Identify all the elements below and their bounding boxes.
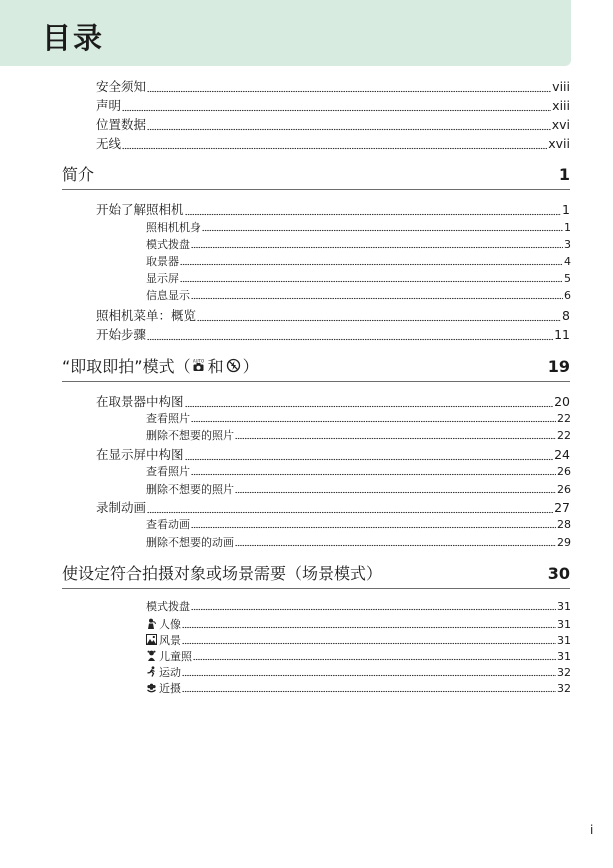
dot-leader xyxy=(185,458,554,461)
toc-label: 照相机机身 xyxy=(146,221,201,234)
toc-page: 1 xyxy=(562,202,570,217)
toc-entry[interactable] xyxy=(96,396,570,409)
toc-label: 删除不想要的照片 xyxy=(146,429,234,442)
dot-leader xyxy=(185,405,554,408)
dot-leader xyxy=(182,674,556,677)
toc-page: 3 xyxy=(564,238,571,251)
toc-entry[interactable] xyxy=(96,100,570,113)
dot-leader xyxy=(182,690,556,693)
section-rule xyxy=(62,189,570,190)
toc-entry[interactable] xyxy=(96,119,570,132)
dot-leader xyxy=(147,128,551,131)
dot-leader xyxy=(191,420,556,423)
toc-entry[interactable] xyxy=(146,537,571,548)
toc-label: 查看照片 xyxy=(146,412,190,425)
toc-page: xvii xyxy=(548,136,570,151)
toc-label: 在取景器中构图 xyxy=(96,394,184,409)
toc-page: xvi xyxy=(551,117,570,132)
toc-entry[interactable] xyxy=(146,256,571,267)
toc-entry[interactable] xyxy=(146,273,571,284)
toc-page: viii xyxy=(552,79,570,94)
toc-entry[interactable] xyxy=(96,329,570,342)
dot-leader xyxy=(182,642,556,645)
toc-label: 照相机菜单：概览 xyxy=(96,308,197,323)
toc-page: 26 xyxy=(557,465,571,478)
toc-page: 31 xyxy=(557,634,571,647)
dot-leader xyxy=(197,319,561,322)
toc-page: 4 xyxy=(564,255,571,268)
section-title-part: “即取即拍”模式（ xyxy=(62,357,191,376)
section-page: 30 xyxy=(547,564,570,583)
toc-entry[interactable] xyxy=(96,502,570,515)
dot-leader xyxy=(202,229,563,232)
toc-entry[interactable] xyxy=(146,413,571,424)
toc-page: 1 xyxy=(564,221,571,234)
toc-page: 29 xyxy=(557,536,571,549)
dot-leader xyxy=(191,297,563,300)
toc-page: 5 xyxy=(564,272,571,285)
toc-label: 查看动画 xyxy=(146,518,190,531)
dot-leader xyxy=(122,147,547,150)
dot-leader xyxy=(185,213,562,216)
toc-entry[interactable] xyxy=(96,449,570,462)
toc-page: 27 xyxy=(554,500,570,515)
page-number: i xyxy=(590,823,594,837)
section-title-part: ） xyxy=(242,357,259,376)
toc-entry[interactable] xyxy=(146,290,571,301)
auto-mode-icon xyxy=(191,358,206,373)
toc-label: 运动 xyxy=(146,666,181,678)
dot-leader xyxy=(122,109,551,112)
toc-entry[interactable] xyxy=(146,484,571,495)
toc-page: 20 xyxy=(554,394,570,409)
portrait-icon xyxy=(146,618,157,629)
section-page: 1 xyxy=(558,165,570,184)
toc-page: 31 xyxy=(557,600,571,613)
toc-entry[interactable] xyxy=(146,682,571,694)
toc-label: 安全须知 xyxy=(96,79,147,94)
dot-leader xyxy=(147,90,551,93)
toc-page: 32 xyxy=(557,666,571,679)
toc-entry[interactable] xyxy=(96,204,570,217)
toc-label: 模式拨盘 xyxy=(146,238,190,251)
toc-page: 28 xyxy=(557,518,571,531)
dot-leader xyxy=(191,608,556,611)
dot-leader xyxy=(180,280,563,283)
section-title-part: 和 xyxy=(207,357,224,376)
toc-entry[interactable] xyxy=(146,466,571,477)
toc-label: 删除不想要的照片 xyxy=(146,483,234,496)
toc-entry[interactable] xyxy=(146,634,571,646)
toc-entry[interactable] xyxy=(96,310,570,323)
svg-text:AUTO: AUTO xyxy=(192,358,204,364)
toc-page: xiii xyxy=(552,98,570,113)
sports-icon xyxy=(146,666,157,677)
dot-leader xyxy=(191,473,556,476)
toc-page: 32 xyxy=(557,682,571,695)
toc-page: 11 xyxy=(554,327,570,342)
toc-label: 显示屏 xyxy=(146,272,179,285)
toc-page: 6 xyxy=(564,289,571,302)
toc-label: 人像 xyxy=(146,618,181,630)
dot-leader xyxy=(235,544,556,547)
section-rule xyxy=(62,381,570,382)
toc-label: 开始了解照相机 xyxy=(96,202,184,217)
toc-page: 24 xyxy=(554,447,570,462)
toc-label: 在显示屏中构图 xyxy=(96,447,184,462)
section-title: 简介 xyxy=(62,165,95,184)
toc-label: 录制动画 xyxy=(96,500,147,515)
toc-label: 删除不想要的动画 xyxy=(146,536,234,549)
section-rule xyxy=(62,588,570,589)
toc-entry[interactable] xyxy=(146,618,571,630)
page-title: 目录 xyxy=(42,21,105,55)
toc-entry[interactable] xyxy=(146,650,571,662)
section-heading[interactable] xyxy=(62,358,570,375)
toc-entry[interactable] xyxy=(146,239,571,250)
toc-label: 取景器 xyxy=(146,255,179,268)
toc-label: 近摄 xyxy=(146,682,181,694)
dot-leader xyxy=(147,511,553,514)
toc-label: 无线 xyxy=(96,136,122,151)
toc-entry[interactable] xyxy=(96,81,570,94)
dot-leader xyxy=(235,491,556,494)
close-up-icon xyxy=(146,682,157,693)
toc-page: 8 xyxy=(562,308,570,323)
section-heading[interactable] xyxy=(62,167,570,183)
toc-label: 位置数据 xyxy=(96,117,147,132)
toc-page: 22 xyxy=(557,412,571,425)
toc-label: 声明 xyxy=(96,98,122,113)
toc-page: 31 xyxy=(557,650,571,663)
child-icon xyxy=(146,650,157,661)
section-page: 19 xyxy=(547,357,570,376)
toc-entry[interactable] xyxy=(146,222,571,233)
section-title xyxy=(62,358,259,375)
dot-leader xyxy=(191,246,563,249)
toc-entry[interactable] xyxy=(146,666,571,678)
toc-page: 22 xyxy=(557,429,571,442)
toc-label: 儿童照 xyxy=(146,650,192,662)
dot-leader xyxy=(180,263,563,266)
toc-entry[interactable] xyxy=(146,430,571,441)
section-title: 使设定符合拍摄对象或场景需要（场景模式） xyxy=(62,564,383,583)
title-band xyxy=(0,0,571,66)
toc-label: 风景 xyxy=(146,634,181,646)
toc-page: 31 xyxy=(557,618,571,631)
toc-entry[interactable] xyxy=(146,601,571,612)
section-heading[interactable] xyxy=(62,566,570,582)
dot-leader xyxy=(182,626,556,629)
dot-leader xyxy=(191,526,556,529)
toc-label: 开始步骤 xyxy=(96,327,147,342)
dot-leader xyxy=(193,658,556,661)
toc-entry[interactable] xyxy=(96,138,570,151)
dot-leader xyxy=(235,437,556,440)
flash-off-icon xyxy=(226,358,241,373)
toc-label: 查看照片 xyxy=(146,465,190,478)
toc-page: 26 xyxy=(557,483,571,496)
toc-label: 模式拨盘 xyxy=(146,600,190,613)
landscape-icon xyxy=(146,634,157,645)
toc-label: 信息显示 xyxy=(146,289,190,302)
toc-entry[interactable] xyxy=(146,519,571,530)
dot-leader xyxy=(147,338,553,341)
